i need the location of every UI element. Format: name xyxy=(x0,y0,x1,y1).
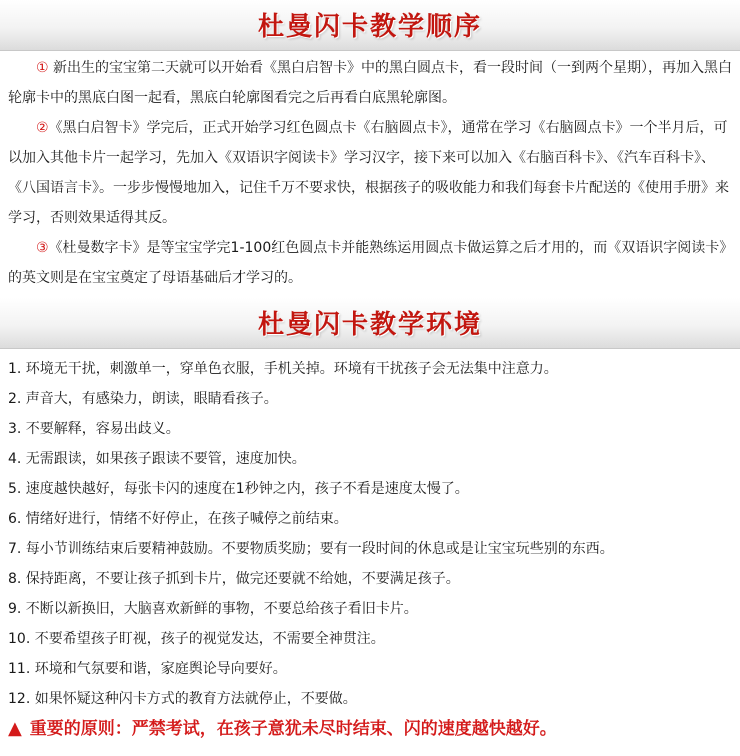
step-number: ② xyxy=(36,120,49,136)
rule-item: 5. 速度越快越好，每张卡闪的速度在1秒钟之内，孩子不看是速度太慢了。 xyxy=(8,481,469,497)
rule-item: 6. 情绪好进行，情绪不好停止，在孩子喊停之前结束。 xyxy=(8,511,348,527)
warning-triangle-icon: ▲ xyxy=(8,718,22,739)
step-number: ③ xyxy=(36,240,49,256)
environment-rules-list xyxy=(8,354,734,714)
order-paragraph-3 xyxy=(8,233,734,293)
rule-item: 7. 每小节训练结束后要精神鼓励。不要物质奖励；要有一段时间的休息或是让宝宝玩些别的东西。 xyxy=(8,541,614,557)
rule-item: 8. 保持距离，不要让孩子抓到卡片，做完还要就不给她，不要满足孩子。 xyxy=(8,571,460,587)
rule-item: 10. 不要希望孩子盯视，孩子的视觉发达，不需要全神贯注。 xyxy=(8,631,385,647)
key-principle xyxy=(8,714,734,744)
rule-item: 1. 环境无干扰，刺激单一，穿单色衣服，手机关掉。环境有干扰孩子会无法集中注意力。 xyxy=(8,361,558,377)
rule-item: 3. 不要解释，容易出歧义。 xyxy=(8,421,180,437)
rule-item: 4. 无需跟读，如果孩子跟读不要管，速度加快。 xyxy=(8,451,306,467)
section-banner-environment xyxy=(0,298,740,349)
section-title-order: 杜曼闪卡教学顺序 xyxy=(257,12,482,42)
section-banner-order xyxy=(0,0,740,51)
paragraph-text: 《杜曼数字卡》是等宝宝学完1-100红色圆点卡并能熟练运用圆点卡做运算之后才用的，而《双语识字阅读卡》的英文则是在宝宝奠定了母语基础后才学习的。 xyxy=(8,240,734,286)
order-paragraph-1 xyxy=(8,53,734,113)
rule-item: 9. 不断以新换旧，大脑喜欢新鲜的事物，不要总给孩子看旧卡片。 xyxy=(8,601,418,617)
rule-item: 2. 声音大，有感染力，朗读，眼睛看孩子。 xyxy=(8,391,278,407)
paragraph-text: 新出生的宝宝第二天就可以开始看《黑白启智卡》中的黑白圆点卡，看一段时间（一到两个星期），再加入黑白轮廓卡中的黑底白图一起看，黑底白轮廓图看完之后再看白底黑轮廓图。 xyxy=(8,60,733,106)
rule-item: 12. 如果怀疑这种闪卡方式的教育方法就停止，不要做。 xyxy=(8,691,357,707)
step-number: ① xyxy=(36,60,49,76)
rule-item: 11. 环境和气氛要和谐，家庭舆论导向要好。 xyxy=(8,661,287,677)
paragraph-text: 《黑白启智卡》学完后，正式开始学习红色圆点卡《右脑圆点卡》，通常在学习《右脑圆点卡》一个半月后，可以加入其他卡片一起学习，先加入《双语识字阅读卡》学习汉字，接下来可以加入《右脑百科卡》、《汽车百科卡》、《八国语言卡》。一步步慢慢地加入，记住千万不要求快，根据孩子的吸收能力和我们每套卡片配送的《使用手册》来学习，否则效果适得其反。 xyxy=(8,120,729,226)
principle-text: 重要的原则：严禁考试，在孩子意犹未尽时结束、闪的速度越快越好。 xyxy=(29,719,557,739)
order-paragraph-2 xyxy=(8,113,734,233)
section-title-environment: 杜曼闪卡教学环境 xyxy=(257,310,482,340)
